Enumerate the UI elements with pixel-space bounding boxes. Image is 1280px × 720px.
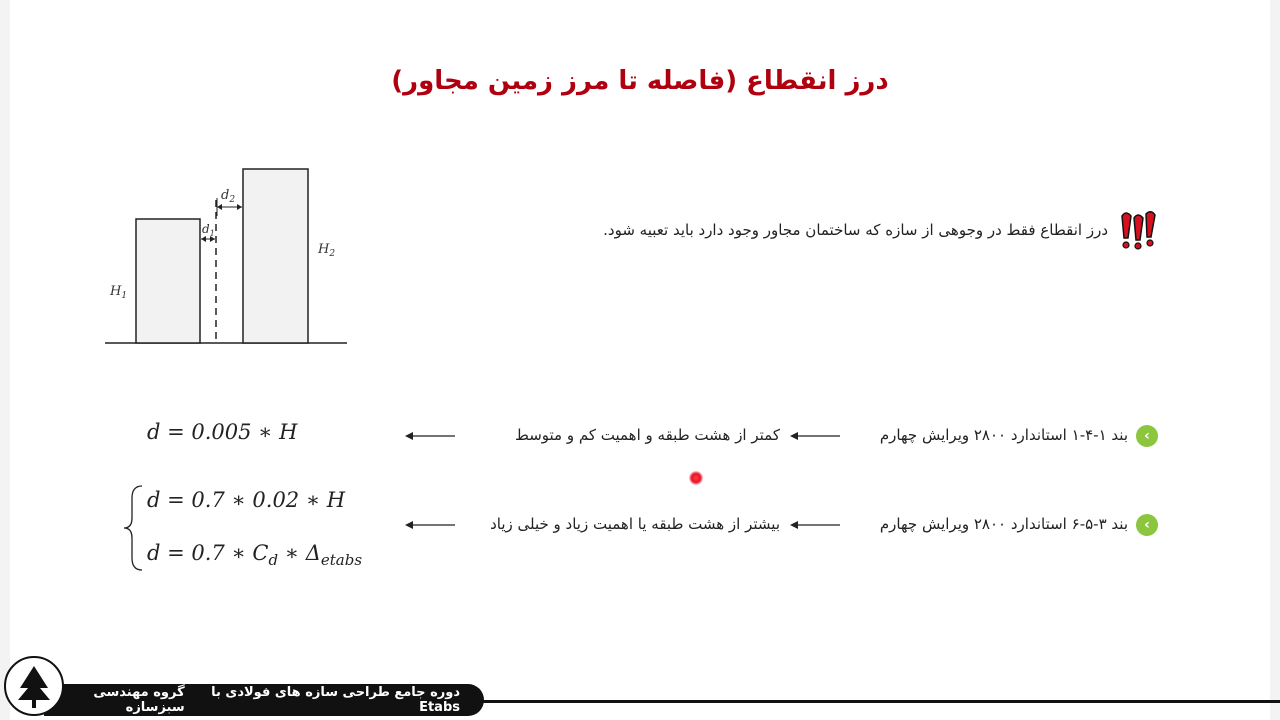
formula-2: d = 0.7 ∗ 0.02 ∗ H (147, 488, 346, 512)
code-row-1 (400, 421, 1160, 451)
tree-logo-icon (4, 656, 64, 716)
alert-icon (1116, 208, 1160, 252)
frame-edge-right (1270, 0, 1280, 720)
note (603, 208, 1160, 252)
d2-label: $d_2$ (221, 188, 236, 205)
note-text: درز انقطاع فقط در وجوهی از سازه که ساختمان مجاور وجود دارد باید تعبیه شود. (603, 221, 1108, 239)
arrow-left-icon (405, 429, 455, 443)
footer-course: دوره جامع طراحی سازه های فولادی با Etabs (211, 685, 460, 715)
building-2 (243, 169, 308, 343)
formula-1: d = 0.005 ∗ H (147, 420, 298, 444)
slide-title: درز انقطاع (فاصله تا مرز زمین مجاور) (391, 66, 889, 96)
h1-label: $H_1$ (110, 284, 128, 301)
building-gap-diagram (100, 160, 360, 360)
condition-2: بیشتر از هشت طبقه یا اهمیت زیاد و خیلی زیاد (490, 515, 780, 533)
building-1 (136, 219, 200, 343)
footer-bar (44, 684, 484, 716)
arrow-left-icon (405, 518, 455, 532)
d1-label: $d_1$ (202, 222, 215, 238)
arrow-left-icon (790, 429, 840, 443)
formula-3: d = 0.7 ∗ $C_d$ ∗ $\Delta_{etabs}$ (147, 541, 363, 570)
code-row-2 (400, 510, 1160, 540)
condition-1: کمتر از هشت طبقه و اهمیت کم و متوسط (514, 426, 780, 444)
brace (122, 484, 146, 572)
chevron-left-icon: ‹ (1136, 425, 1158, 447)
code-reference-1: بند ۱-۴-۱ استاندارد ۲۸۰۰ ویرایش چهارم (879, 426, 1128, 444)
code-reference-2: بند ۳-۵-۶ استاندارد ۲۸۰۰ ویرایش چهارم (879, 515, 1128, 533)
chevron-left-icon: ‹ (1136, 514, 1158, 536)
footer-group: گروه مهندسی سبزسازه (93, 685, 185, 715)
laser-pointer (689, 471, 703, 485)
arrow-left-icon (790, 518, 840, 532)
h2-label: $H_2$ (318, 242, 336, 259)
frame-edge-left (0, 0, 10, 720)
